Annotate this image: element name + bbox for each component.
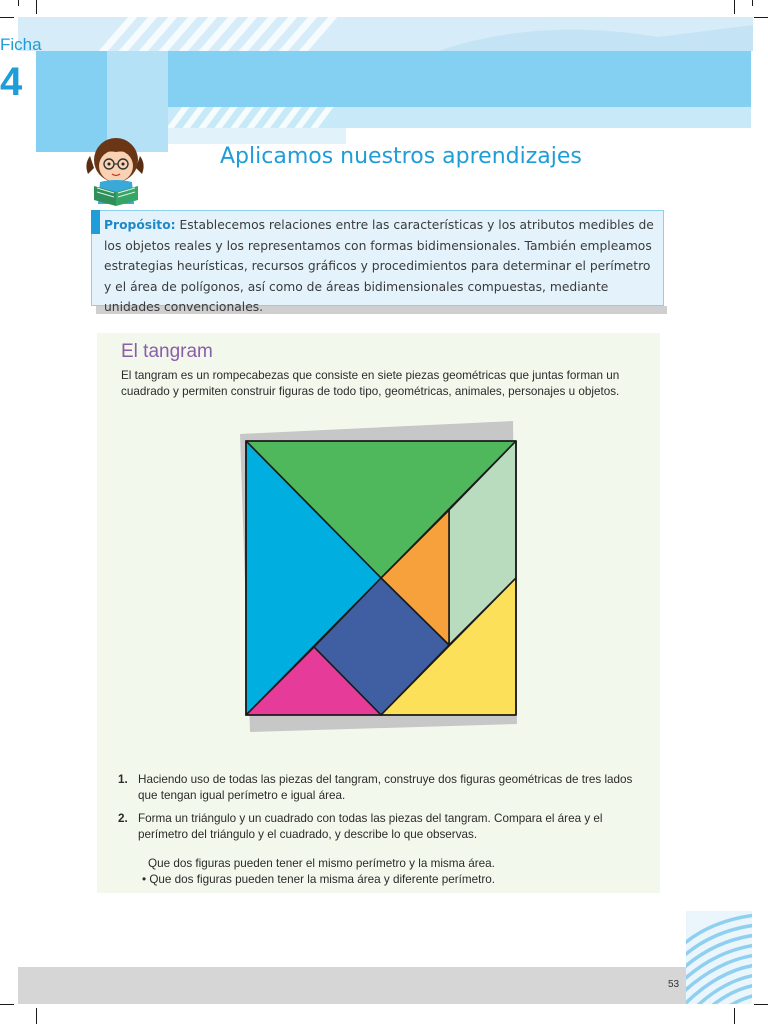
crop-mark (734, 0, 735, 14)
crop-mark (754, 17, 768, 18)
purpose-text: Establecemos relaciones entre las características y los atributos medibles de los objetos reales y los representamos con formas bidimensionales. También empleamos estrategias heurísticas, recursos gráficos y procedimientos para determinar el perímetro y el área de polígonos, así como de áreas bidimensionales compuestas, mediante unidades convencionales. (104, 218, 654, 314)
page-number: 53 (668, 979, 680, 990)
header-stripes-low (168, 107, 751, 128)
list-item (118, 811, 648, 843)
task-text: Forma un triángulo y un cuadrado con todas las piezas del tangram. Compara el área y el perímetro del triángulo y el cuadrado, y describe lo que observas. (138, 812, 603, 841)
section-description: El tangram es un rompecabezas que consiste en siete piezas geométricas que juntas forman un cuadrado y permiten construir figuras de todo tipo, geométricas, animales, personajes u objetos. (121, 369, 620, 398)
purpose-label: Propósito: (104, 218, 176, 232)
purpose-box (91, 210, 664, 314)
section-heading: El tangram (121, 341, 213, 362)
crop-mark (36, 1008, 37, 1024)
tangram-figure (230, 418, 530, 738)
task-text: Haciendo uso de todas las piezas del tangram, construye dos figuras geométricas de tres lados que tengan igual perímetro e igual área. (138, 773, 633, 802)
footer-bar (18, 967, 751, 1004)
header-band-top (18, 17, 753, 51)
crop-mark (0, 17, 14, 18)
crop-mark (36, 0, 37, 14)
purpose-accent-bar (91, 210, 100, 234)
crop-mark (18, 0, 19, 6)
list-item (118, 772, 648, 804)
reading-girl-illustration (80, 134, 152, 210)
page-title: Aplicamos nuestros aprendizajes (220, 144, 582, 169)
crop-mark (752, 0, 753, 6)
crop-mark (0, 1004, 14, 1005)
ficha-label: Ficha (0, 35, 42, 54)
crop-mark (754, 1004, 768, 1005)
ficha-number: 4 (0, 60, 23, 104)
task-list (118, 772, 648, 850)
task-number: 2. (118, 812, 128, 825)
footer-stripes-decoration (686, 911, 752, 1004)
note-bullet: • Que dos figuras pueden tener la misma área y diferente perímetro. (142, 873, 495, 886)
task-number: 1. (118, 773, 128, 786)
header-band-foot (168, 128, 346, 144)
note-line: Que dos figuras pueden tener el mismo perímetro y la misma área. (148, 857, 495, 870)
header-band-low (168, 107, 751, 128)
crop-mark (734, 1008, 735, 1024)
header-stripes (18, 17, 753, 51)
